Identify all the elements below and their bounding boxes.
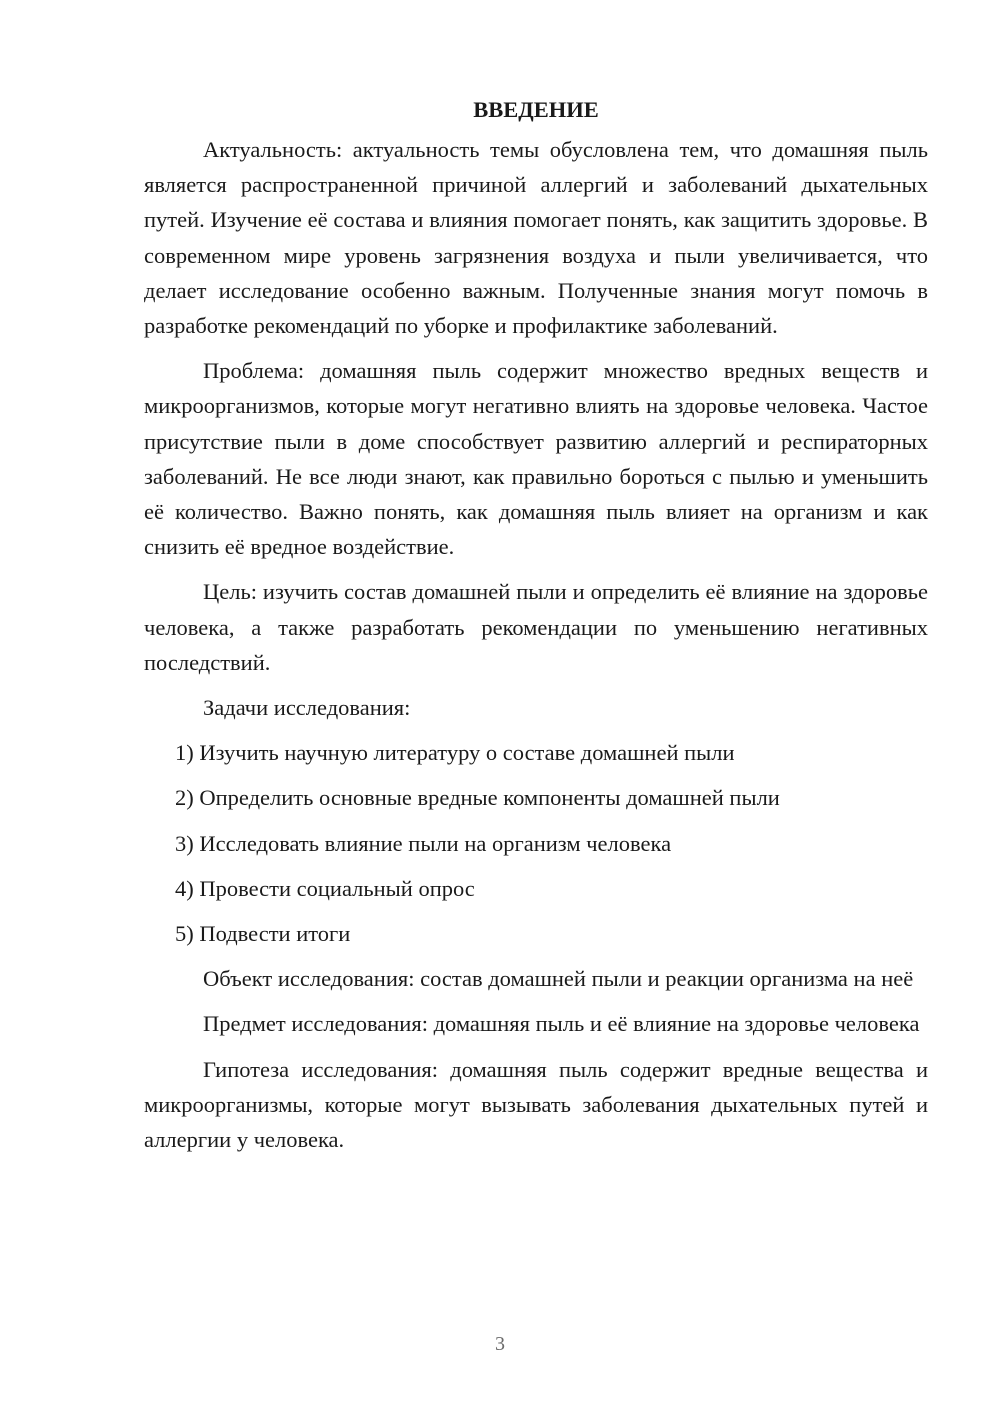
task-item: 5) Подвести итоги [175, 921, 351, 947]
paragraph-problem: Проблема: домашняя пыль содержит множество вредных веществ и микроорганизмов, которые могут негативно влиять на здоровье человека. Частое присутствие пыли в доме способствует развитию аллергий и респираторных заболеваний. Не все люди знают, как правильно бороться с пылью и уменьшить её количество. Важно понять, как домашняя пыль влияет на организм и как снизить её вредное воздействие. [144, 358, 928, 560]
paragraph-relevance: Актуальность: актуальность темы обусловлена тем, что домашняя пыль является распространенной причиной аллергий и заболеваний дыхательных путей. Изучение её состава и влияния помогает понять, как защитить здоровье. В современном мире уровень загрязнения воздуха и пыли увеличивается, что делает исследование особенно важным. Полученные знания могут помочь в разработке рекомендаций по уборке и профилактике заболеваний. [144, 137, 928, 339]
task-item: 2) Определить основные вредные компоненты домашней пыли [175, 785, 780, 811]
task-item: 1) Изучить научную литературу о составе домашней пыли [175, 740, 735, 766]
document-page [144, 92, 928, 1167]
section-title: ВВЕДЕНИЕ [473, 97, 599, 122]
paragraph-hypothesis: Гипотеза исследования: домашняя пыль содержит вредные вещества и микроорганизмы, которые могут вызывать заболевания дыхательных путей и аллергии у человека. [144, 1056, 928, 1153]
task-item: 4) Провести социальный опрос [175, 875, 475, 901]
page-number: 3 [495, 1333, 505, 1355]
paragraph-goal: Цель: изучить состав домашней пыли и определить её влияние на здоровье человека, а также разработать рекомендации по уменьшению негативных последствий. [144, 579, 928, 675]
task-item: 3) Исследовать влияние пыли на организм человека [175, 830, 672, 856]
paragraph-object: Объект исследования: состав домашней пыли и реакции организма на неё [203, 966, 914, 992]
tasks-heading: Задачи исследования: [203, 695, 411, 721]
paragraph-subject: Предмет исследования: домашняя пыль и её влияние на здоровье человека [203, 1011, 920, 1037]
